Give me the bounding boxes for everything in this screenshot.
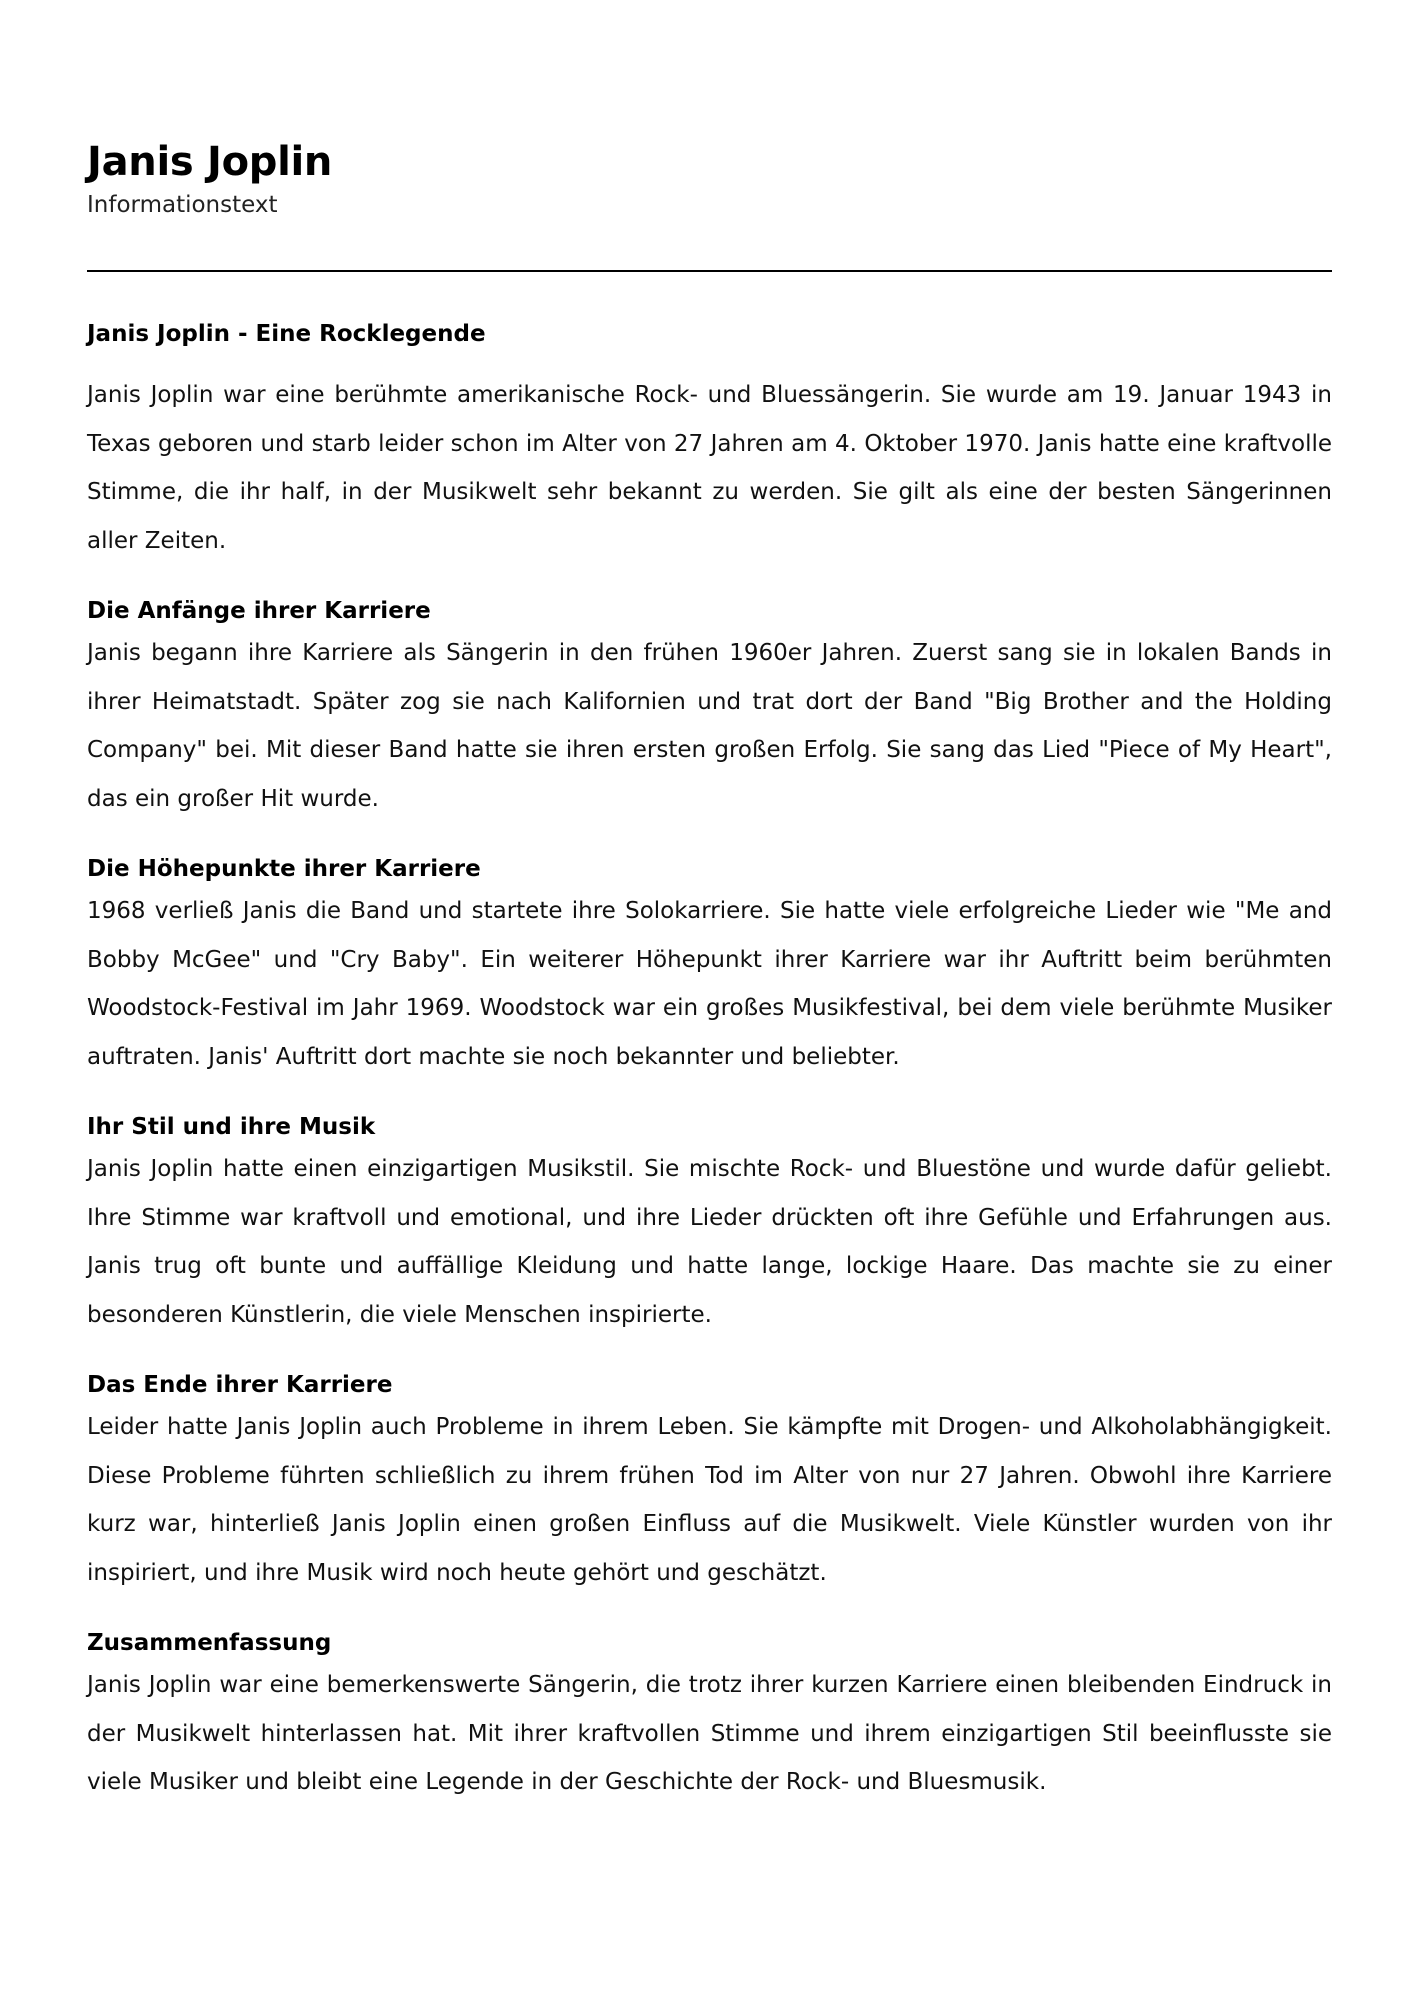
section-heading: Die Höhepunkte ihrer Karriere [87,856,481,882]
document-subtitle: Informationstext [87,192,278,218]
section-end [87,1367,1332,1597]
section-heading: Das Ende ihrer Karriere [87,1372,393,1398]
section-heading: Ihr Stil und ihre Musik [87,1114,376,1140]
section-heading: Zusammenfassung [87,1630,332,1656]
section-highlights [87,851,1332,1081]
intro-heading: Janis Joplin - Eine Rocklegende [87,321,486,347]
section-summary [87,1625,1332,1807]
section-paragraph: Janis begann ihre Karriere als Sängerin in den frühen 1960er Jahren. Zuerst sang sie in lokalen Bands in ihrer Heimatstadt. Später zog sie nach Kalifornien und trat dort der Band "Big Brother and the Holding Company" bei. Mit dieser Band hatte sie ihren ersten großen Erfolg. Sie sang das Lied "Piece of My Heart", das ein großer Hit wurde. [87,640,1332,812]
section-paragraph: Janis Joplin war eine bemerkenswerte Sängerin, die trotz ihrer kurzen Karriere einen bleibenden Eindruck in der Musikwelt hinterlassen hat. Mit ihrer kraftvollen Stimme und ihrem einzigartigen Stil beeinflusste sie viele Musiker und bleibt eine Legende in der Geschichte der Rock- und Bluesmusik. [87,1672,1332,1795]
section-paragraph: 1968 verließ Janis die Band und startete ihre Solokarriere. Sie hatte viele erfolgreiche Lieder wie "Me and Bobby McGee" und "Cry Baby". Ein weiterer Höhepunkt ihrer Karriere war ihr Auftritt beim berühmten Woodstock-Festival im Jahr 1969. Woodstock war ein großes Musikfestival, bei dem viele berühmte Musiker auftraten. Janis' Auftritt dort machte sie noch bekannter und beliebter. [87,898,1332,1070]
section-paragraph: Janis Joplin hatte einen einzigartigen Musikstil. Sie mischte Rock- und Bluestöne und wurde dafür geliebt. Ihre Stimme war kraftvoll und emotional, und ihre Lieder drückten oft ihre Gefühle und Erfahrungen aus. Janis trug oft bunte und auffällige Kleidung und hatte lange, lockige Haare. Das machte sie zu einer besonderen Künstlerin, die viele Menschen inspirierte. [87,1156,1332,1328]
section-heading: Die Anfänge ihrer Karriere [87,598,431,624]
title-divider [87,270,1332,272]
document-title: Janis Joplin [87,139,333,185]
section-style-music [87,1109,1332,1339]
section-paragraph: Leider hatte Janis Joplin auch Probleme in ihrem Leben. Sie kämpfte mit Drogen- und Alkoholabhängigkeit. Diese Probleme führten schließlich zu ihrem frühen Tod im Alter von nur 27 Jahren. Obwohl ihre Karriere kurz war, hinterließ Janis Joplin einen großen Einfluss auf die Musikwelt. Viele Künstler wurden von ihr inspiriert, und ihre Musik wird noch heute gehört und geschätzt. [87,1414,1332,1586]
intro-paragraph: Janis Joplin war eine berühmte amerikanische Rock- und Bluessängerin. Sie wurde am 19. Januar 1943 in Texas geboren und starb leider schon im Alter von 27 Jahren am 4. Oktober 1970. Janis hatte eine kraftvolle Stimme, die ihr half, in der Musikwelt sehr bekannt zu werden. Sie gilt als eine der besten Sängerinnen aller Zeiten. [87,382,1332,554]
section-beginnings [87,593,1332,823]
